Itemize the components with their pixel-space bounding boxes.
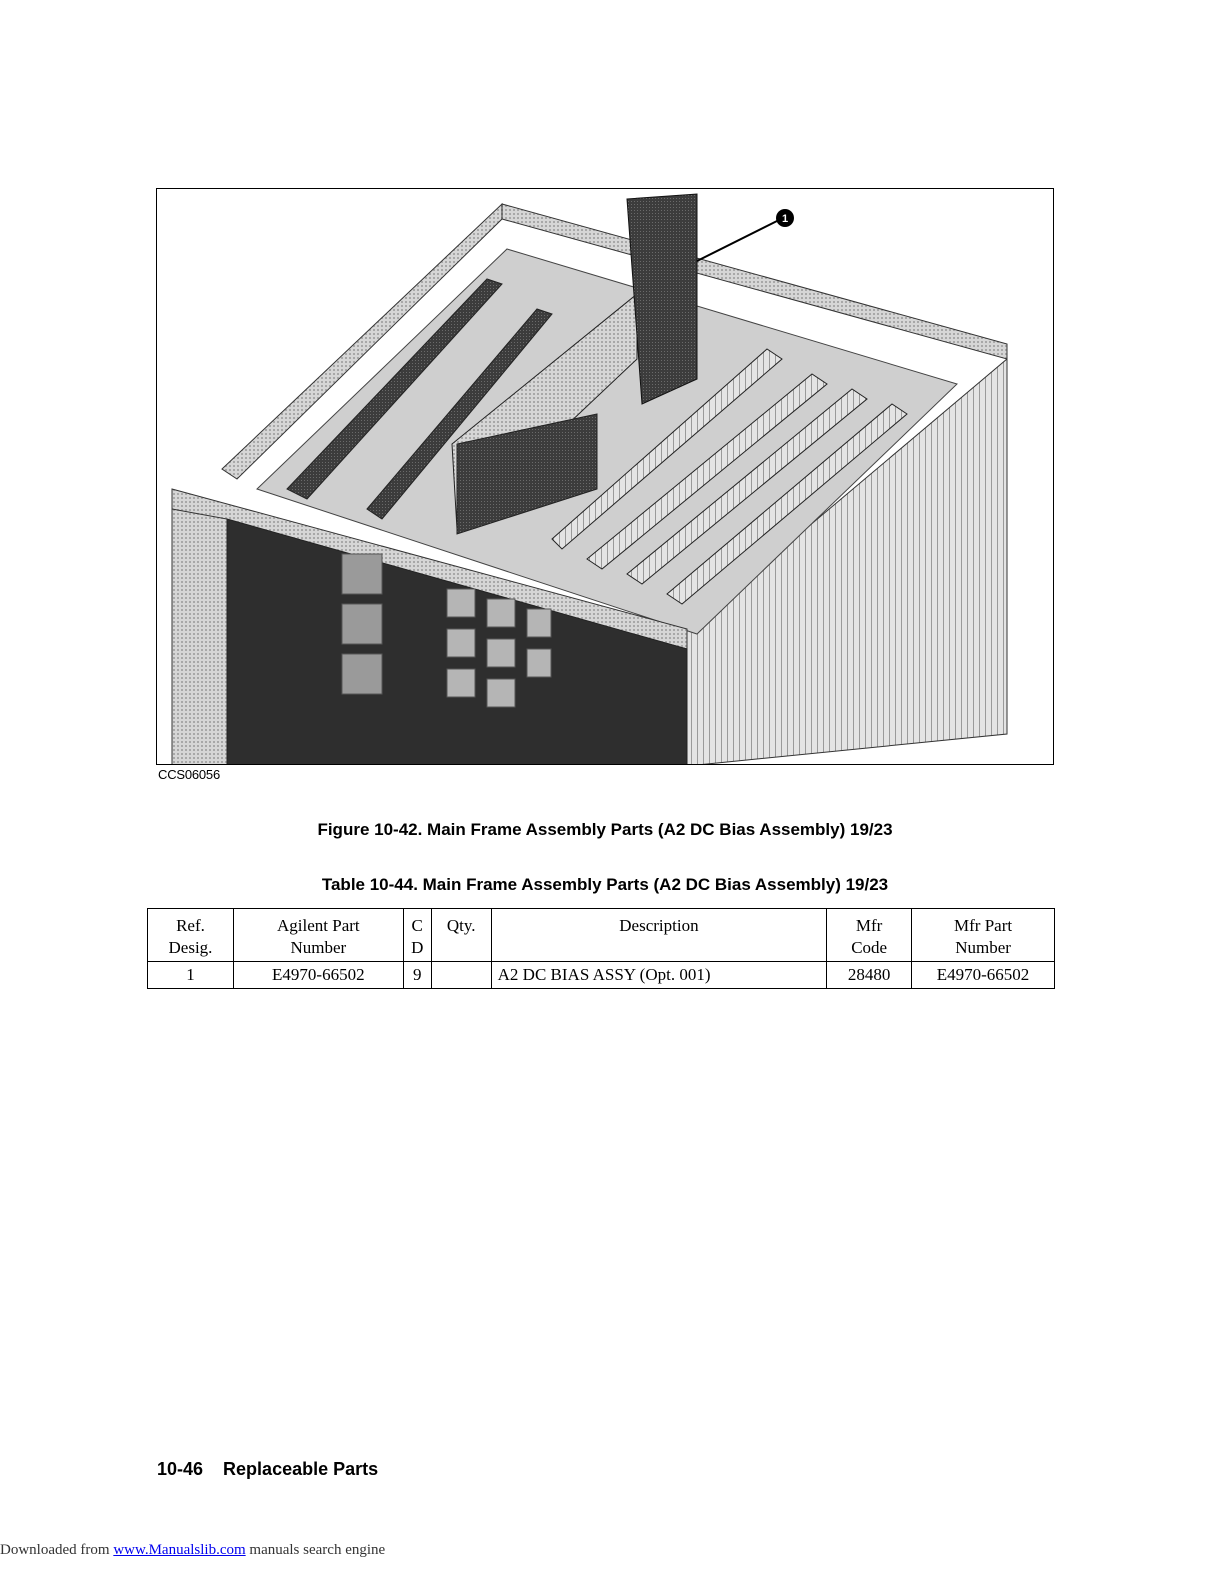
header-cd-line2: D: [411, 938, 424, 957]
download-prefix: Downloaded from: [0, 1542, 114, 1558]
manualslib-link[interactable]: www.Manualslib.com: [113, 1542, 246, 1558]
figure-illustration: [156, 188, 1054, 765]
table-header-row: [148, 909, 1055, 962]
cell-ref-desig: 1: [148, 962, 234, 989]
table-caption: Table 10-44. Main Frame Assembly Parts (A2 DC Bias Assembly) 19/23: [321, 875, 889, 894]
cell-qty: [431, 962, 491, 989]
header-cd-line1: C: [411, 916, 423, 935]
header-ref-desig-line1: Ref.: [176, 916, 205, 935]
header-agilent-part: [233, 909, 403, 962]
cell-mfr-code: 28480: [827, 962, 912, 989]
cell-description: A2 DC BIAS ASSY (Opt. 001): [491, 962, 827, 989]
header-agilent-part-line1: Agilent Part: [277, 916, 360, 935]
header-agilent-part-line2: Number: [290, 938, 347, 957]
header-qty: Qty.: [431, 909, 491, 962]
header-ref-desig: [148, 909, 234, 962]
cell-cd: 9: [403, 962, 431, 989]
header-mfr-part-line2: Number: [955, 938, 1011, 957]
page-footer: [157, 1459, 378, 1480]
page-number: 10-46: [157, 1459, 204, 1479]
figure-caption: Figure 10-42. Main Frame Assembly Parts (A2 DC Bias Assembly) 19/23: [317, 820, 893, 839]
callout-number: 1: [781, 213, 789, 225]
header-mfr-code-line1: Mfr: [855, 916, 883, 935]
download-suffix: manuals search engine: [245, 1542, 386, 1558]
section-title: Replaceable Parts: [223, 1459, 379, 1479]
table-row: [148, 962, 1055, 989]
cell-agilent-part: E4970-66502: [233, 962, 403, 989]
figure-code: CCS06056: [158, 767, 220, 782]
header-cd: [403, 909, 431, 962]
header-ref-desig-line2: Desig.: [168, 938, 213, 957]
header-description: Description: [491, 909, 827, 962]
download-note: [0, 1542, 385, 1559]
cell-mfr-part: E4970-66502: [912, 962, 1055, 989]
main-frame-drawing: [157, 189, 1054, 765]
parts-table: [147, 908, 1055, 989]
header-mfr-part-line1: Mfr Part: [954, 916, 1013, 935]
header-mfr-code-line2: Code: [851, 938, 888, 957]
header-mfr-code: [827, 909, 912, 962]
header-mfr-part: [912, 909, 1055, 962]
